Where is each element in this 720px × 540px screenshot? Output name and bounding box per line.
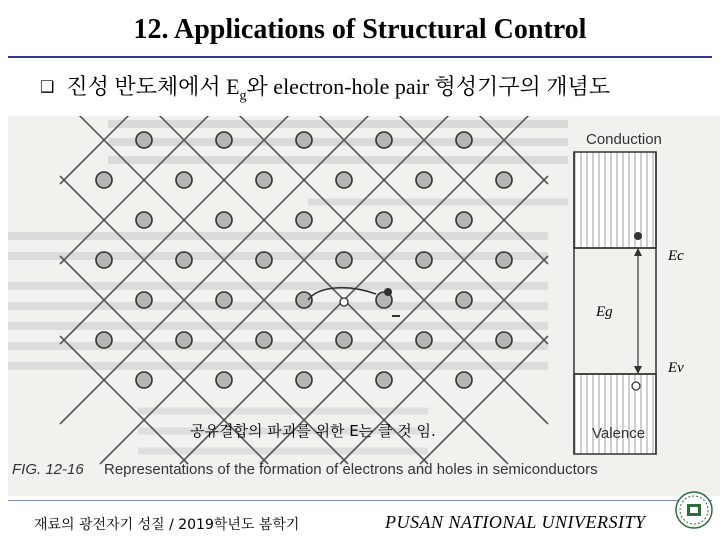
bullet-line bbox=[40, 70, 610, 104]
semiconductor-figure bbox=[8, 116, 720, 496]
title-divider bbox=[8, 56, 712, 58]
eg-label: Eg bbox=[596, 304, 613, 320]
hole bbox=[340, 298, 348, 306]
checkbox-bullet-icon: ❑ bbox=[40, 77, 55, 96]
bullet-text-suffix: 와 electron-hole pair 형성기구의 개념도 bbox=[246, 74, 611, 99]
footer-divider bbox=[8, 500, 712, 501]
slide-title: 12. Applications of Structural Control bbox=[133, 14, 587, 45]
caption-text: Representations of the formation of electrons and holes in semiconductors bbox=[104, 461, 598, 478]
korean-note: 공유결합의 파괴를 위한 E는 클 것 임. bbox=[190, 422, 436, 440]
caption-fig-number: FIG. 12-16 bbox=[12, 461, 84, 478]
ev-label: Ev bbox=[668, 360, 684, 376]
bullet-subscript: g bbox=[239, 88, 247, 104]
band-hole bbox=[632, 382, 640, 390]
footer-course: 재료의 광전자기 성질 / 2019학년도 봄학기 bbox=[34, 517, 300, 533]
ec-label: Ec bbox=[668, 248, 684, 264]
bullet-text-prefix: 진성 반도체에서 E bbox=[66, 74, 240, 99]
university-emblem-icon bbox=[674, 490, 714, 530]
figure-image bbox=[8, 116, 720, 496]
valence-label: Valence bbox=[592, 425, 646, 442]
free-electron bbox=[384, 288, 392, 296]
band-electron bbox=[634, 232, 642, 240]
footer-university: PUSAN NATIONAL UNIVERSITY bbox=[385, 512, 646, 532]
conduction-label: Conduction bbox=[586, 131, 662, 148]
